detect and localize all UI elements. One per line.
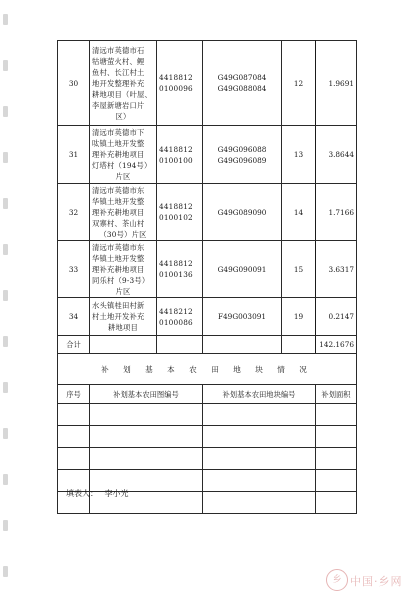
plot-count: 14 — [282, 184, 316, 241]
project-name: 清远市英德市东 华镇土地开发整 理补充耕地项目 同乐村（9-3号） 片区 — [90, 241, 157, 298]
header-map-number: 补划基本农田图编号 — [90, 385, 203, 404]
project-code: 4418812 0100100 — [157, 126, 203, 184]
supplement-title: 补 划 基 本 农 田 地 块 情 况 — [58, 354, 357, 385]
row-number: 33 — [58, 241, 90, 298]
area-value: 3.8644 — [316, 126, 357, 184]
project-name: 清远市英德市下 呔镇土地开发整 理补充耕地项目 灯塔村（194号） 片区 — [90, 126, 157, 184]
row-number: 30 — [58, 41, 90, 126]
project-name: 清远市英德市石 牯塘萤火村、鲤 鱼村、长江村土 地开发整理补充 耕地项目（叶屋、 李屋新塘岩口片 区） — [90, 41, 157, 126]
header-area: 补划面积 — [316, 385, 357, 404]
project-code: 4418812 0100136 — [157, 241, 203, 298]
seal-icon: 乡 — [326, 569, 348, 591]
filler-label: 填表人： — [66, 489, 98, 498]
map-number: G49G090091 — [203, 241, 282, 298]
project-code: 4418212 0100086 — [157, 298, 203, 336]
blank-row — [58, 426, 357, 448]
project-code: 4418812 0100096 — [157, 41, 203, 126]
row-number: 32 — [58, 184, 90, 241]
header-serial: 序号 — [58, 385, 90, 404]
plot-count: 13 — [282, 126, 316, 184]
plot-count: 15 — [282, 241, 316, 298]
area-value: 3.6317 — [316, 241, 357, 298]
map-number: G49G096088 G49G096089 — [203, 126, 282, 184]
total-row — [58, 336, 357, 354]
project-code: 4418812 0100102 — [157, 184, 203, 241]
site-watermark — [326, 567, 416, 597]
row-number: 31 — [58, 126, 90, 184]
map-number: F49G003091 — [203, 298, 282, 336]
supplement-title-row — [58, 354, 357, 385]
land-table — [57, 40, 357, 514]
total-label: 合计 — [58, 336, 90, 354]
watermark-text: 中国·乡网 — [350, 575, 403, 588]
project-name: 水头镇桂田村新 村土地开发补充 耕地项目 — [90, 298, 157, 336]
table-row — [58, 241, 357, 298]
filler-name: 李小光 — [104, 489, 129, 498]
plot-count: 12 — [282, 41, 316, 126]
filler-note — [66, 488, 129, 499]
header-plot-number: 补划基本农田地块编号 — [203, 385, 316, 404]
supplement-header-row — [58, 385, 357, 404]
blank-row — [58, 448, 357, 470]
map-number: G49G089090 — [203, 184, 282, 241]
map-number: G49G087084 G49G088084 — [203, 41, 282, 126]
table-row — [58, 184, 357, 241]
total-area: 142.1676 — [316, 336, 357, 354]
row-number: 34 — [58, 298, 90, 336]
area-value: 1.9691 — [316, 41, 357, 126]
binding-holes — [0, 0, 12, 600]
area-value: 0.2147 — [316, 298, 357, 336]
plot-count: 19 — [282, 298, 316, 336]
area-value: 1.7166 — [316, 184, 357, 241]
table-row — [58, 126, 357, 184]
project-name: 清远市英德市东 华镇土地开发整 理补充耕地项目 双寨村、茶山村 （30号）片区 — [90, 184, 157, 241]
table-row — [58, 41, 357, 126]
table-row — [58, 298, 357, 336]
blank-row — [58, 404, 357, 426]
